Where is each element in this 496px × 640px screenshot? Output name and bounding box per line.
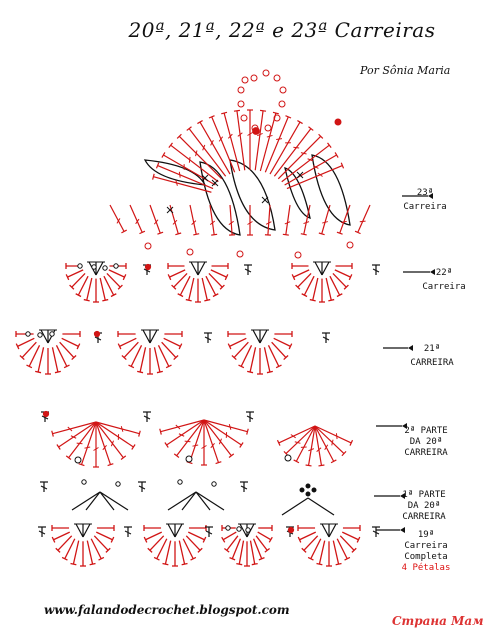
chain-stitch	[50, 332, 54, 336]
stitch-slash	[196, 151, 197, 157]
stitch-slash	[192, 445, 198, 446]
stitch-crossbar	[318, 465, 324, 466]
v-stitch	[150, 330, 157, 343]
stitch-slash	[336, 433, 337, 439]
label-row-22-number: 22ª	[435, 268, 453, 278]
shell-stitch	[230, 338, 247, 346]
shell-stitch	[326, 278, 331, 300]
double-crochet-stitch	[268, 205, 270, 235]
stitch-crossbar	[186, 300, 192, 301]
stitch-crossbar	[175, 233, 181, 235]
stitch-crossbar	[211, 234, 217, 235]
shell-stitch	[342, 532, 358, 540]
chain-arc	[282, 498, 308, 515]
double-crochet-stitch	[190, 420, 204, 463]
double-crochet-stitch	[279, 426, 315, 443]
cluster-stitch	[300, 488, 304, 492]
stitch-slash	[301, 153, 307, 154]
label-row-20-part-1-line-2: DA 20ª	[407, 501, 441, 511]
stitch-crossbar	[319, 233, 325, 235]
v-stitch	[83, 524, 90, 537]
chain-stitch	[38, 333, 42, 337]
chain-stitch	[241, 115, 247, 121]
chain-stitch	[212, 482, 216, 486]
chain-arc	[72, 492, 100, 510]
slip-stitch	[253, 128, 260, 135]
double-crochet-stitch	[161, 420, 204, 432]
shell-stitch	[100, 278, 105, 300]
stitch-slash	[185, 441, 191, 442]
slip-stitch	[43, 411, 48, 416]
double-crochet-stitch	[96, 422, 110, 465]
stitch-crossbar	[306, 465, 312, 466]
chain-stitch	[226, 526, 230, 530]
chain-arc	[182, 492, 196, 510]
v-stitch	[96, 262, 103, 275]
stitch-slash	[189, 157, 190, 163]
double-crochet-stitch	[130, 205, 142, 232]
label-row-20-part-2-line-2: DA 20ª	[409, 437, 443, 447]
v-stitch	[329, 524, 336, 537]
stitch-slash	[332, 440, 333, 446]
shell-stitch	[202, 278, 207, 300]
stitch-crossbar	[234, 110, 240, 111]
chain-stitch	[279, 101, 285, 107]
stitch-crossbar	[273, 112, 279, 114]
double-crochet-stitch	[204, 420, 247, 432]
shell-stitch	[250, 541, 254, 564]
stitch-crossbar	[336, 563, 342, 564]
author-credit: Por Sônia Maria	[360, 64, 451, 77]
stitch-crossbar	[102, 300, 108, 301]
stitch-crossbar	[247, 371, 253, 372]
chain-stitch	[251, 75, 257, 81]
stitch-crossbar	[160, 429, 162, 435]
label-row-21-text: CARREIRA	[410, 358, 454, 368]
stitch-crossbar	[260, 110, 266, 111]
chain-arc	[196, 492, 210, 510]
shell-stitch	[87, 278, 92, 300]
stitch-crossbar	[52, 431, 54, 437]
label-row-21-number: 21ª	[423, 344, 441, 354]
stitch-crossbar	[236, 564, 242, 565]
chain-stitch	[237, 527, 241, 531]
stitch-crossbar	[240, 443, 243, 448]
cluster-stitch	[306, 484, 310, 488]
stitch-crossbar	[193, 234, 199, 235]
chain-arc	[308, 498, 334, 515]
shell-stitch	[38, 347, 43, 372]
label-row-20-part-1	[394, 490, 454, 523]
shell-stitch	[140, 347, 145, 372]
chain-stitch	[114, 264, 118, 268]
shell-stitch	[18, 338, 35, 346]
double-crochet-stitch	[255, 111, 263, 170]
stitch-crossbar	[165, 443, 168, 448]
double-crochet-stitch	[96, 422, 139, 434]
label-row-19	[396, 530, 456, 574]
v-stitch	[322, 524, 329, 537]
picot	[187, 249, 193, 255]
picot	[295, 252, 301, 258]
cluster-stitch	[312, 488, 316, 492]
shell-stitch	[313, 278, 318, 300]
chain-arc	[100, 492, 114, 510]
shell-stitch	[120, 338, 137, 346]
stitch-crossbar	[153, 174, 155, 180]
double-crochet-stitch	[150, 205, 160, 233]
shell-stitch	[165, 541, 170, 564]
stitch-crossbar	[328, 300, 334, 301]
shell-stitch	[258, 532, 271, 540]
chain-stitch	[263, 70, 269, 76]
double-crochet-stitch	[322, 205, 330, 234]
v-stitch	[315, 262, 322, 275]
stitch-crossbar	[84, 300, 90, 301]
double-crochet-stitch	[304, 205, 310, 234]
label-row-23-text: Carreira	[403, 202, 447, 212]
chain-stitch	[285, 455, 291, 461]
label-row-19-line-2: Carreira	[404, 541, 448, 551]
double-crochet-stitch	[177, 420, 204, 456]
shell-stitch	[188, 532, 204, 540]
picot	[347, 242, 353, 248]
stitch-slash	[360, 221, 366, 222]
chain-arc	[86, 492, 100, 510]
label-row-19-line-4: 4 Pétalas	[401, 563, 451, 573]
shell-stitch	[169, 270, 185, 277]
shell-stitch	[109, 270, 125, 277]
stitch-slash	[84, 447, 90, 448]
label-row-21	[402, 344, 462, 369]
chain-stitch	[116, 482, 120, 486]
stitch-crossbar	[182, 563, 188, 564]
stitch-slash	[293, 147, 299, 148]
stitch-crossbar	[316, 563, 322, 564]
double-crochet-stitch	[230, 205, 232, 235]
chain-stitch	[242, 77, 248, 83]
label-row-23-number: 23ª	[416, 188, 434, 198]
stitch-crossbar	[301, 234, 307, 235]
double-crochet-stitch	[96, 422, 123, 458]
chain-stitch	[274, 75, 280, 81]
v-stitch	[322, 262, 329, 275]
stitch-crossbar	[137, 371, 143, 372]
label-row-19-line-1: 19ª	[417, 530, 435, 540]
double-crochet-stitch	[260, 113, 276, 171]
stitch-slash	[179, 172, 180, 178]
diagram-title: 20ª, 21ª, 22ª e 23ª Carreiras	[128, 18, 436, 42]
double-crochet-stitch	[224, 113, 240, 171]
chain-stitch	[265, 125, 271, 131]
picot	[145, 243, 151, 249]
shell-stitch	[274, 338, 291, 346]
shell-stitch	[293, 270, 309, 277]
double-crochet-stitch	[204, 420, 231, 456]
picot	[237, 251, 243, 257]
slip-stitch	[335, 119, 341, 125]
label-row-20-part-2-line-1: 2ª PARTE	[404, 426, 448, 436]
shell-stitch	[164, 338, 181, 346]
stitch-crossbar	[132, 445, 135, 450]
chain-stitch	[26, 332, 30, 336]
label-row-23	[400, 188, 450, 213]
shell-stitch	[250, 347, 255, 372]
stitch-crossbar	[35, 371, 41, 372]
shell-stitch	[87, 541, 92, 564]
double-crochet-stitch	[110, 205, 124, 231]
shell-stitch	[179, 541, 184, 564]
v-stitch	[198, 262, 205, 275]
shell-stitch	[52, 347, 57, 372]
v-stitch	[191, 262, 198, 275]
shell-stitch	[146, 532, 162, 540]
slip-stitch	[145, 264, 150, 269]
v-stitch	[143, 330, 150, 343]
v-stitch	[175, 524, 182, 537]
stitch-crossbar	[283, 234, 289, 235]
stitch-crossbar	[157, 371, 163, 372]
stitch-crossbar	[310, 300, 316, 301]
footer-url: www.falandodecrochet.blogspot.com	[44, 603, 290, 617]
double-crochet-stitch	[286, 205, 290, 235]
shell-stitch	[96, 532, 112, 540]
v-stitch	[253, 330, 260, 343]
double-crochet-stitch	[204, 420, 241, 445]
v-stitch	[76, 524, 83, 537]
label-row-20-part-1-line-1: 1ª PARTE	[402, 490, 446, 500]
stitch-crossbar	[55, 371, 61, 372]
chain-stitch	[186, 456, 192, 462]
stitch-crossbar	[57, 445, 60, 450]
chain-stitch	[280, 87, 286, 93]
double-crochet-stitch	[358, 205, 370, 232]
label-row-22-text: Carreira	[422, 282, 466, 292]
stitch-crossbar	[204, 300, 210, 301]
label-row-22	[414, 268, 474, 293]
label-row-20-part-2-line-3: CARREIRA	[404, 448, 448, 458]
chain-stitch	[78, 264, 82, 268]
shell-stitch	[335, 270, 351, 277]
chain-arc	[100, 492, 128, 510]
chain-stitch	[238, 87, 244, 93]
chain-arc	[168, 492, 196, 510]
shell-stitch	[154, 347, 159, 372]
chain-stitch	[238, 101, 244, 107]
double-crochet-stitch	[53, 422, 96, 434]
double-crochet-stitch	[82, 422, 96, 465]
cluster-stitch	[306, 492, 310, 496]
shell-stitch	[223, 532, 236, 540]
shell-stitch	[300, 532, 316, 540]
shell-stitch	[189, 278, 194, 300]
chain-stitch	[92, 265, 96, 269]
double-crochet-stitch	[204, 420, 218, 463]
shell-stitch	[54, 532, 70, 540]
stitch-crossbar	[139, 431, 141, 437]
label-row-20-part-1-line-3: CARREIRA	[402, 512, 446, 522]
label-row-20-part-2	[396, 426, 456, 459]
shell-stitch	[319, 541, 324, 564]
shell-stitch	[211, 270, 227, 277]
v-stitch	[260, 330, 267, 343]
chain-stitch	[246, 528, 250, 532]
v-stitch	[168, 524, 175, 537]
shell-stitch	[62, 338, 79, 346]
stitch-slash	[77, 443, 83, 444]
double-crochet-stitch	[96, 422, 133, 447]
double-crochet-stitch	[69, 422, 96, 458]
stitch-crossbar	[252, 564, 258, 565]
slip-stitch	[94, 331, 99, 336]
slip-stitch	[288, 527, 293, 532]
stitch-crossbar	[90, 563, 96, 564]
stitch-crossbar	[247, 429, 249, 435]
double-crochet-stitch	[190, 205, 196, 234]
chain-stitch	[103, 266, 107, 270]
shell-stitch	[73, 541, 78, 564]
shell-stitch	[333, 541, 338, 564]
shell-stitch	[67, 270, 83, 277]
double-crochet-stitch	[212, 117, 235, 172]
watermark: Страна Мам	[392, 614, 484, 628]
stitch-crossbar	[267, 371, 273, 372]
stitch-crossbar	[70, 563, 76, 564]
label-row-19-line-3: Completa	[404, 552, 448, 562]
shell-stitch	[264, 347, 269, 372]
stitch-crossbar	[162, 563, 168, 564]
stitch-slash	[276, 139, 282, 140]
chain-stitch	[75, 457, 81, 463]
chain-stitch	[178, 480, 182, 484]
chain-arc	[196, 492, 224, 510]
chain-stitch	[82, 480, 86, 484]
stitch-crossbar	[221, 112, 227, 114]
shell-stitch	[239, 541, 243, 564]
